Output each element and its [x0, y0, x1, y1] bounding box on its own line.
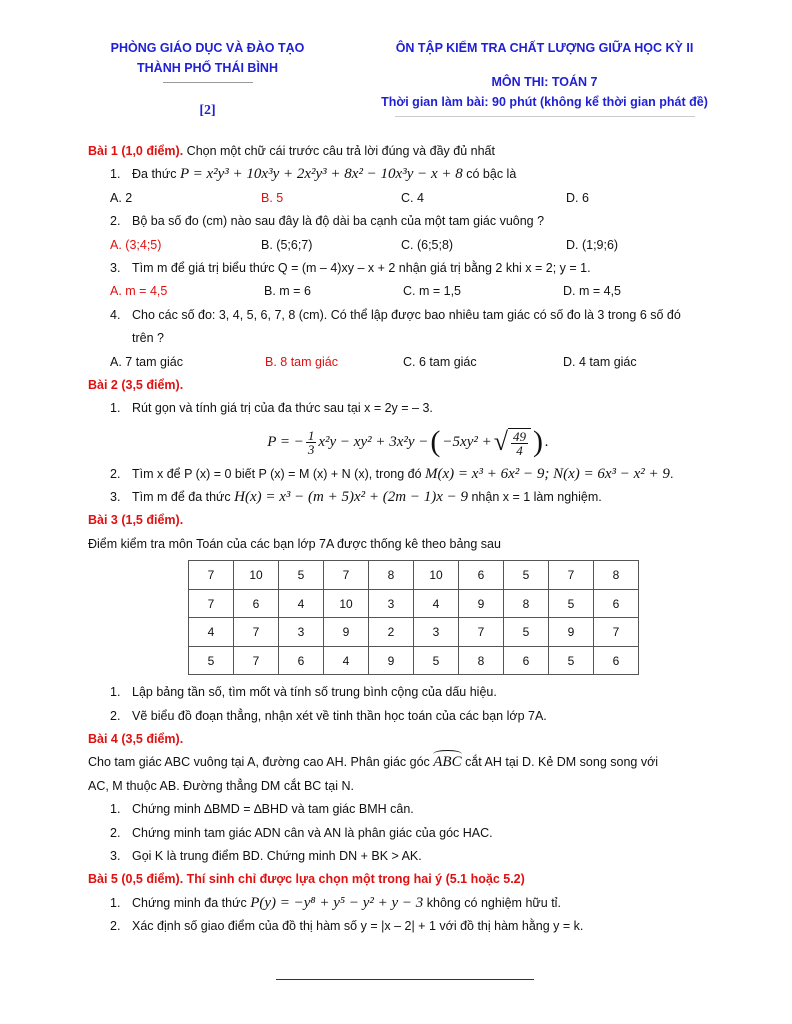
fraction-numerator: 49: [513, 428, 527, 444]
question-text: có bậc là: [462, 167, 517, 182]
option-b: B. 8 tam giác: [265, 354, 338, 369]
question-text: Tìm x để P (x) = 0 biết P (x) = M (x) + N (x), trong đó: [132, 466, 426, 481]
eq-end: .: [545, 433, 549, 450]
question-text: Lập bảng tần số, tìm mốt và tính số trung bình cộng của dấu hiệu.: [132, 685, 497, 700]
angle-arc-icon: [433, 750, 461, 758]
right-paren-icon: ): [533, 425, 544, 459]
bai1-q4: [88, 304, 728, 327]
subject: MÔN THI: TOÁN 7: [491, 75, 598, 89]
question-number: 1.: [110, 685, 121, 700]
option-b: B. (5;6;7): [261, 237, 313, 252]
question-text: trên ?: [132, 331, 164, 346]
bai2-title: Bài 2 (3,5 điểm).: [88, 377, 184, 392]
table-cell: 3: [369, 589, 414, 618]
question-text: Chứng minh ∆BMD = ∆BHD và tam giác BMH cân.: [132, 802, 414, 817]
question-number: 1.: [110, 802, 121, 817]
question-number: 3.: [110, 260, 121, 275]
bai5-q1: [88, 892, 728, 915]
table-row: [189, 561, 639, 590]
fraction: [306, 429, 317, 456]
paragraph: AC, M thuộc AB. Đường thẳng DM cắt BC tại N.: [88, 778, 354, 793]
question-number: 1.: [110, 401, 121, 416]
bai1-heading: [88, 140, 728, 163]
table-cell: 7: [459, 618, 504, 647]
table-cell: 5: [414, 646, 459, 675]
question-text: Tìm m để giá trị biểu thức Q = (m – 4)xy – x + 2 nhận giá trị bằng 2 khi x = 2; y = 1.: [132, 260, 591, 275]
fraction-denominator: 3: [307, 441, 315, 457]
table-cell: 4: [414, 589, 459, 618]
exam-code: [2]: [199, 103, 216, 118]
question-number: 2.: [110, 466, 121, 481]
option-a: A. 7 tam giác: [110, 354, 183, 369]
bai5-q2: [88, 915, 728, 938]
bai4-intro-cont: [88, 775, 728, 798]
table-cell: 4: [279, 589, 324, 618]
table-cell: 8: [369, 561, 414, 590]
bai4-intro: [88, 751, 728, 774]
paragraph: Cho tam giác ABC vuông tại A, đường cao AH. Phân giác góc: [88, 755, 434, 770]
table-cell: 6: [234, 589, 279, 618]
bai1-q4-options: [88, 351, 728, 374]
option-d: D. m = 4,5: [563, 284, 622, 299]
option-c: C. 6 tam giác: [403, 354, 477, 369]
bai1-q1-options: [88, 187, 728, 210]
table-cell: 9: [549, 618, 594, 647]
table-cell: 7: [189, 561, 234, 590]
bai2-q1: [88, 397, 728, 420]
bai1-q3: [88, 257, 728, 280]
table-cell: 7: [234, 646, 279, 675]
table-cell: 8: [504, 589, 549, 618]
table-cell: 6: [504, 646, 549, 675]
angle-label: ABC: [433, 754, 462, 771]
table-cell: 8: [594, 561, 639, 590]
polynomial-formula: M(x) = x³ + 6x² − 9; N(x) = 6x³ − x² + 9: [425, 465, 670, 482]
time-limit: Thời gian làm bài: 90 phút (không kể thời gian phát đề): [381, 95, 708, 109]
question-text: nhận x = 1 làm nghiệm.: [467, 490, 602, 505]
table-cell: 6: [594, 646, 639, 675]
question-text: không có nghiệm hữu tỉ.: [423, 895, 561, 910]
bai3-heading: [88, 509, 728, 532]
question-text: Xác định số giao điểm của đồ thị hàm số y = |x – 2| + 1 với đồ thị hàm hằng y = k.: [132, 919, 584, 934]
table-cell: 10: [414, 561, 459, 590]
polynomial-formula: P = x²y³ + 10x³y + 2x²y³ + 8x² − 10x³y − x + 8: [179, 166, 463, 183]
table-row: [189, 618, 639, 647]
sqrt-icon: √: [493, 427, 509, 457]
question-text: Cho các số đo: 3, 4, 5, 6, 7, 8 (cm). Có thể lập được bao nhiêu tam giác có số đo là 3 trong 6 số đó: [132, 307, 681, 322]
bai2-q2: [88, 463, 728, 486]
table-cell: 6: [594, 589, 639, 618]
bai1-q2: [88, 210, 728, 233]
table-cell: 3: [279, 618, 324, 647]
question-number: 2.: [110, 919, 121, 934]
bai2-equation: [88, 421, 728, 463]
option-a: A. m = 4,5: [110, 284, 168, 299]
table-cell: 9: [459, 589, 504, 618]
fraction-numerator: 1: [307, 427, 315, 443]
option-c: C. 4: [401, 190, 424, 205]
bai1-q4-cont: [88, 327, 728, 350]
table-cell: 5: [504, 561, 549, 590]
bai2-heading: [88, 374, 728, 397]
question-text: Tìm m để đa thức: [132, 490, 235, 505]
bai5-heading: [88, 868, 728, 891]
left-paren-icon: (: [430, 425, 441, 459]
question-number: 2.: [110, 708, 121, 723]
bai5-title: Bài 5 (0,5 điểm). Thí sinh chỉ được lựa chọn một trong hai ý (5.1 hoặc 5.2): [88, 872, 525, 887]
option-d: D. 6: [566, 190, 589, 205]
question-text: Đa thức: [132, 167, 180, 182]
table-cell: 5: [549, 589, 594, 618]
bai1-intro: Chọn một chữ cái trước câu trả lời đúng và đầy đủ nhất: [183, 144, 495, 158]
sqrt-fraction: [508, 428, 531, 457]
table-cell: 7: [189, 589, 234, 618]
option-d: D. (1;9;6): [566, 237, 619, 252]
question-number: 2.: [110, 214, 121, 229]
table-cell: 4: [189, 618, 234, 647]
table-cell: 9: [369, 646, 414, 675]
header-right: [372, 38, 717, 117]
table-cell: 8: [459, 646, 504, 675]
question-text: Chứng minh đa thức: [132, 895, 251, 910]
footer-divider: [276, 979, 534, 980]
exam-content: [88, 140, 728, 939]
question-text: Rút gọn và tính giá trị của đa thức sau tại x = 2y = – 3.: [132, 401, 433, 416]
question-text: Bộ ba số đo (cm) nào sau đây là độ dài ba cạnh của một tam giác vuông ?: [132, 214, 545, 229]
eq-lhs: P = −: [267, 433, 304, 450]
bai3-title: Bài 3 (1,5 điểm).: [88, 513, 184, 528]
bai1-q2-options: [88, 234, 728, 257]
square-root: [494, 428, 531, 457]
paragraph: cắt AH tại D. Kẻ DM song song với: [461, 755, 659, 770]
eq-middle: x²y − xy² + 3x²y −: [318, 433, 429, 450]
question-number: 1.: [110, 167, 121, 182]
question-number: 4.: [110, 307, 121, 322]
table-cell: 5: [549, 646, 594, 675]
bai4-q1: [88, 798, 728, 821]
department-name: PHÒNG GIÁO DỤC VÀ ĐÀO TẠO: [110, 41, 305, 55]
bai4-q3: [88, 845, 728, 868]
polynomial-formula: H(x) = x³ − (m + 5)x² + (2m − 1)x − 9: [234, 489, 468, 506]
bai1-q1: [88, 163, 728, 186]
question-number: 3.: [110, 848, 121, 863]
table-cell: 7: [324, 561, 369, 590]
table-cell: 7: [594, 618, 639, 647]
table-cell: 2: [369, 618, 414, 647]
table-cell: 4: [324, 646, 369, 675]
polynomial-formula: P(y) = −y⁸ + y⁵ − y² + y − 3: [250, 894, 424, 911]
table-cell: 9: [324, 618, 369, 647]
option-c: C. (6;5;8): [401, 237, 454, 252]
bai4-title: Bài 4 (3,5 điểm).: [88, 732, 184, 747]
divider: [163, 82, 253, 83]
table-cell: 10: [234, 561, 279, 590]
bai3-intro: [88, 533, 728, 556]
header-left: [90, 38, 325, 121]
bai1-q3-options: [88, 280, 728, 303]
divider: [395, 116, 695, 117]
table-cell: 3: [414, 618, 459, 647]
question-text: Chứng minh tam giác ADN cân và AN là phân giác của góc HAC.: [132, 825, 493, 840]
table-cell: 10: [324, 589, 369, 618]
option-b: B. 5: [261, 190, 284, 205]
question-number: 1.: [110, 895, 121, 910]
table-cell: 5: [189, 646, 234, 675]
table-cell: 5: [279, 561, 324, 590]
table-row: [189, 646, 639, 675]
option-d: D. 4 tam giác: [563, 354, 637, 369]
table-row: [189, 589, 639, 618]
angle-notation: [433, 751, 461, 774]
option-c: C. m = 1,5: [403, 284, 462, 299]
bai1-title: Bài 1 (1,0 điểm).: [88, 144, 184, 158]
option-a: A. 2: [110, 190, 133, 205]
question-number: 3.: [110, 490, 121, 505]
eq-paren-content: −5xy² +: [442, 433, 492, 450]
paragraph: Điểm kiểm tra môn Toán của các bạn lớp 7A được thống kê theo bảng sau: [88, 536, 501, 551]
question-number: 2.: [110, 825, 121, 840]
table-cell: 6: [459, 561, 504, 590]
table-cell: 5: [504, 618, 549, 647]
option-a: A. (3;4;5): [110, 237, 162, 252]
score-table: [188, 560, 639, 675]
question-text: Vẽ biểu đồ đoạn thẳng, nhận xét về tinh thần học toán của các bạn lớp 7A.: [132, 708, 547, 723]
table-cell: 6: [279, 646, 324, 675]
bai2-q3: [88, 486, 728, 509]
fraction-denominator: 4: [516, 442, 523, 458]
bai3-q2: [88, 705, 728, 728]
bai4-q2: [88, 822, 728, 845]
option-b: B. m = 6: [264, 284, 311, 299]
table-cell: 7: [549, 561, 594, 590]
question-text: Gọi K là trung điểm BD. Chứng minh DN + BK > AK.: [132, 848, 422, 863]
bai4-heading: [88, 728, 728, 751]
city-name: THÀNH PHỐ THÁI BÌNH: [137, 61, 278, 75]
table-cell: 7: [234, 618, 279, 647]
question-text: .: [669, 466, 674, 481]
bai3-q1: [88, 681, 728, 704]
exam-title: ÔN TẬP KIỂM TRA CHẤT LƯỢNG GIỮA HỌC KỲ II: [395, 41, 694, 55]
